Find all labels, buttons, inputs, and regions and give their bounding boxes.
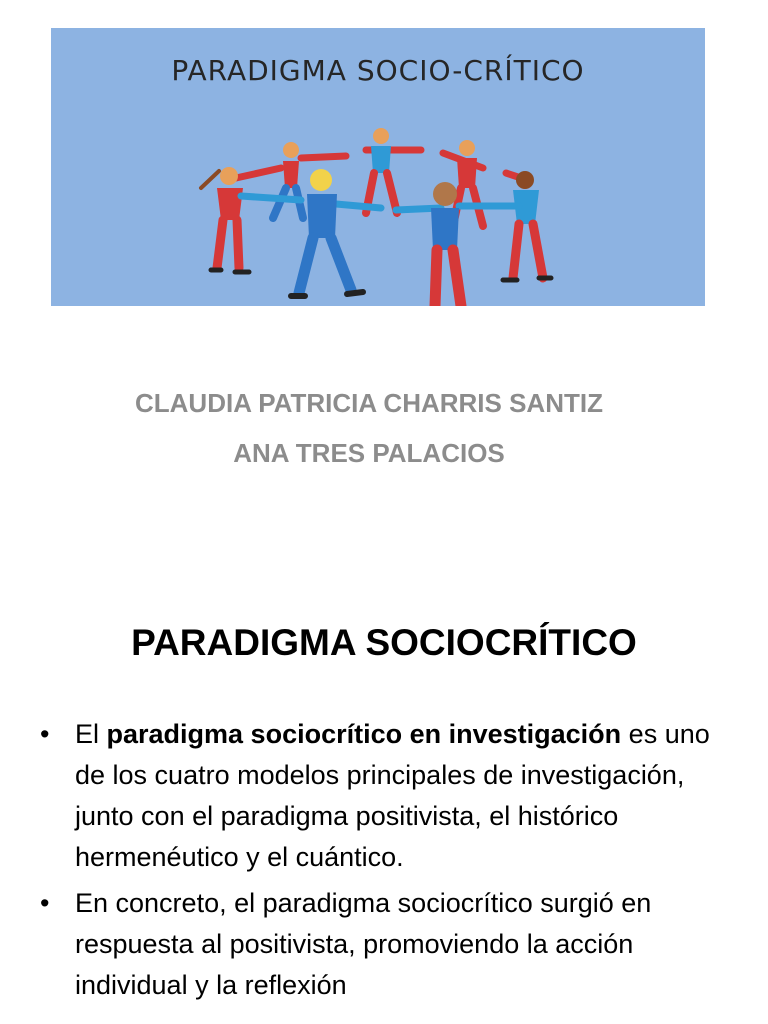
- bullet-icon: •: [40, 719, 50, 749]
- bullet-icon: •: [40, 888, 50, 918]
- slide-title: PARADIGMA SOCIOCRÍTICO: [131, 622, 637, 663]
- author-name: ANA TRES PALACIOS: [233, 438, 505, 468]
- title-banner: [51, 28, 705, 306]
- bullet-text-end: es uno de los cuatro modelos principales de investigación, junto con el paradigma positivista, el histórico hermenéutico y el cuántico.: [75, 719, 710, 872]
- list-item: [40, 714, 740, 878]
- author-name: CLAUDIA PATRICIA CHARRIS SANTIZ: [135, 388, 603, 418]
- list-item: [40, 883, 740, 1006]
- banner-title: PARADIGMA SOCIO-CRÍTICO: [171, 54, 585, 87]
- bullet-text: En concreto, el paradigma sociocrítico surgió en respuesta al positivista, promoviendo la acción individual y la reflexión: [75, 888, 652, 1000]
- children-holding-hands-circle-icon: [51, 28, 705, 306]
- authors-block: [0, 378, 738, 478]
- bullet-text-start: El: [75, 719, 107, 749]
- bullet-list: [40, 714, 740, 1011]
- bullet-bold-text: paradigma sociocrítico en investigación: [106, 719, 622, 749]
